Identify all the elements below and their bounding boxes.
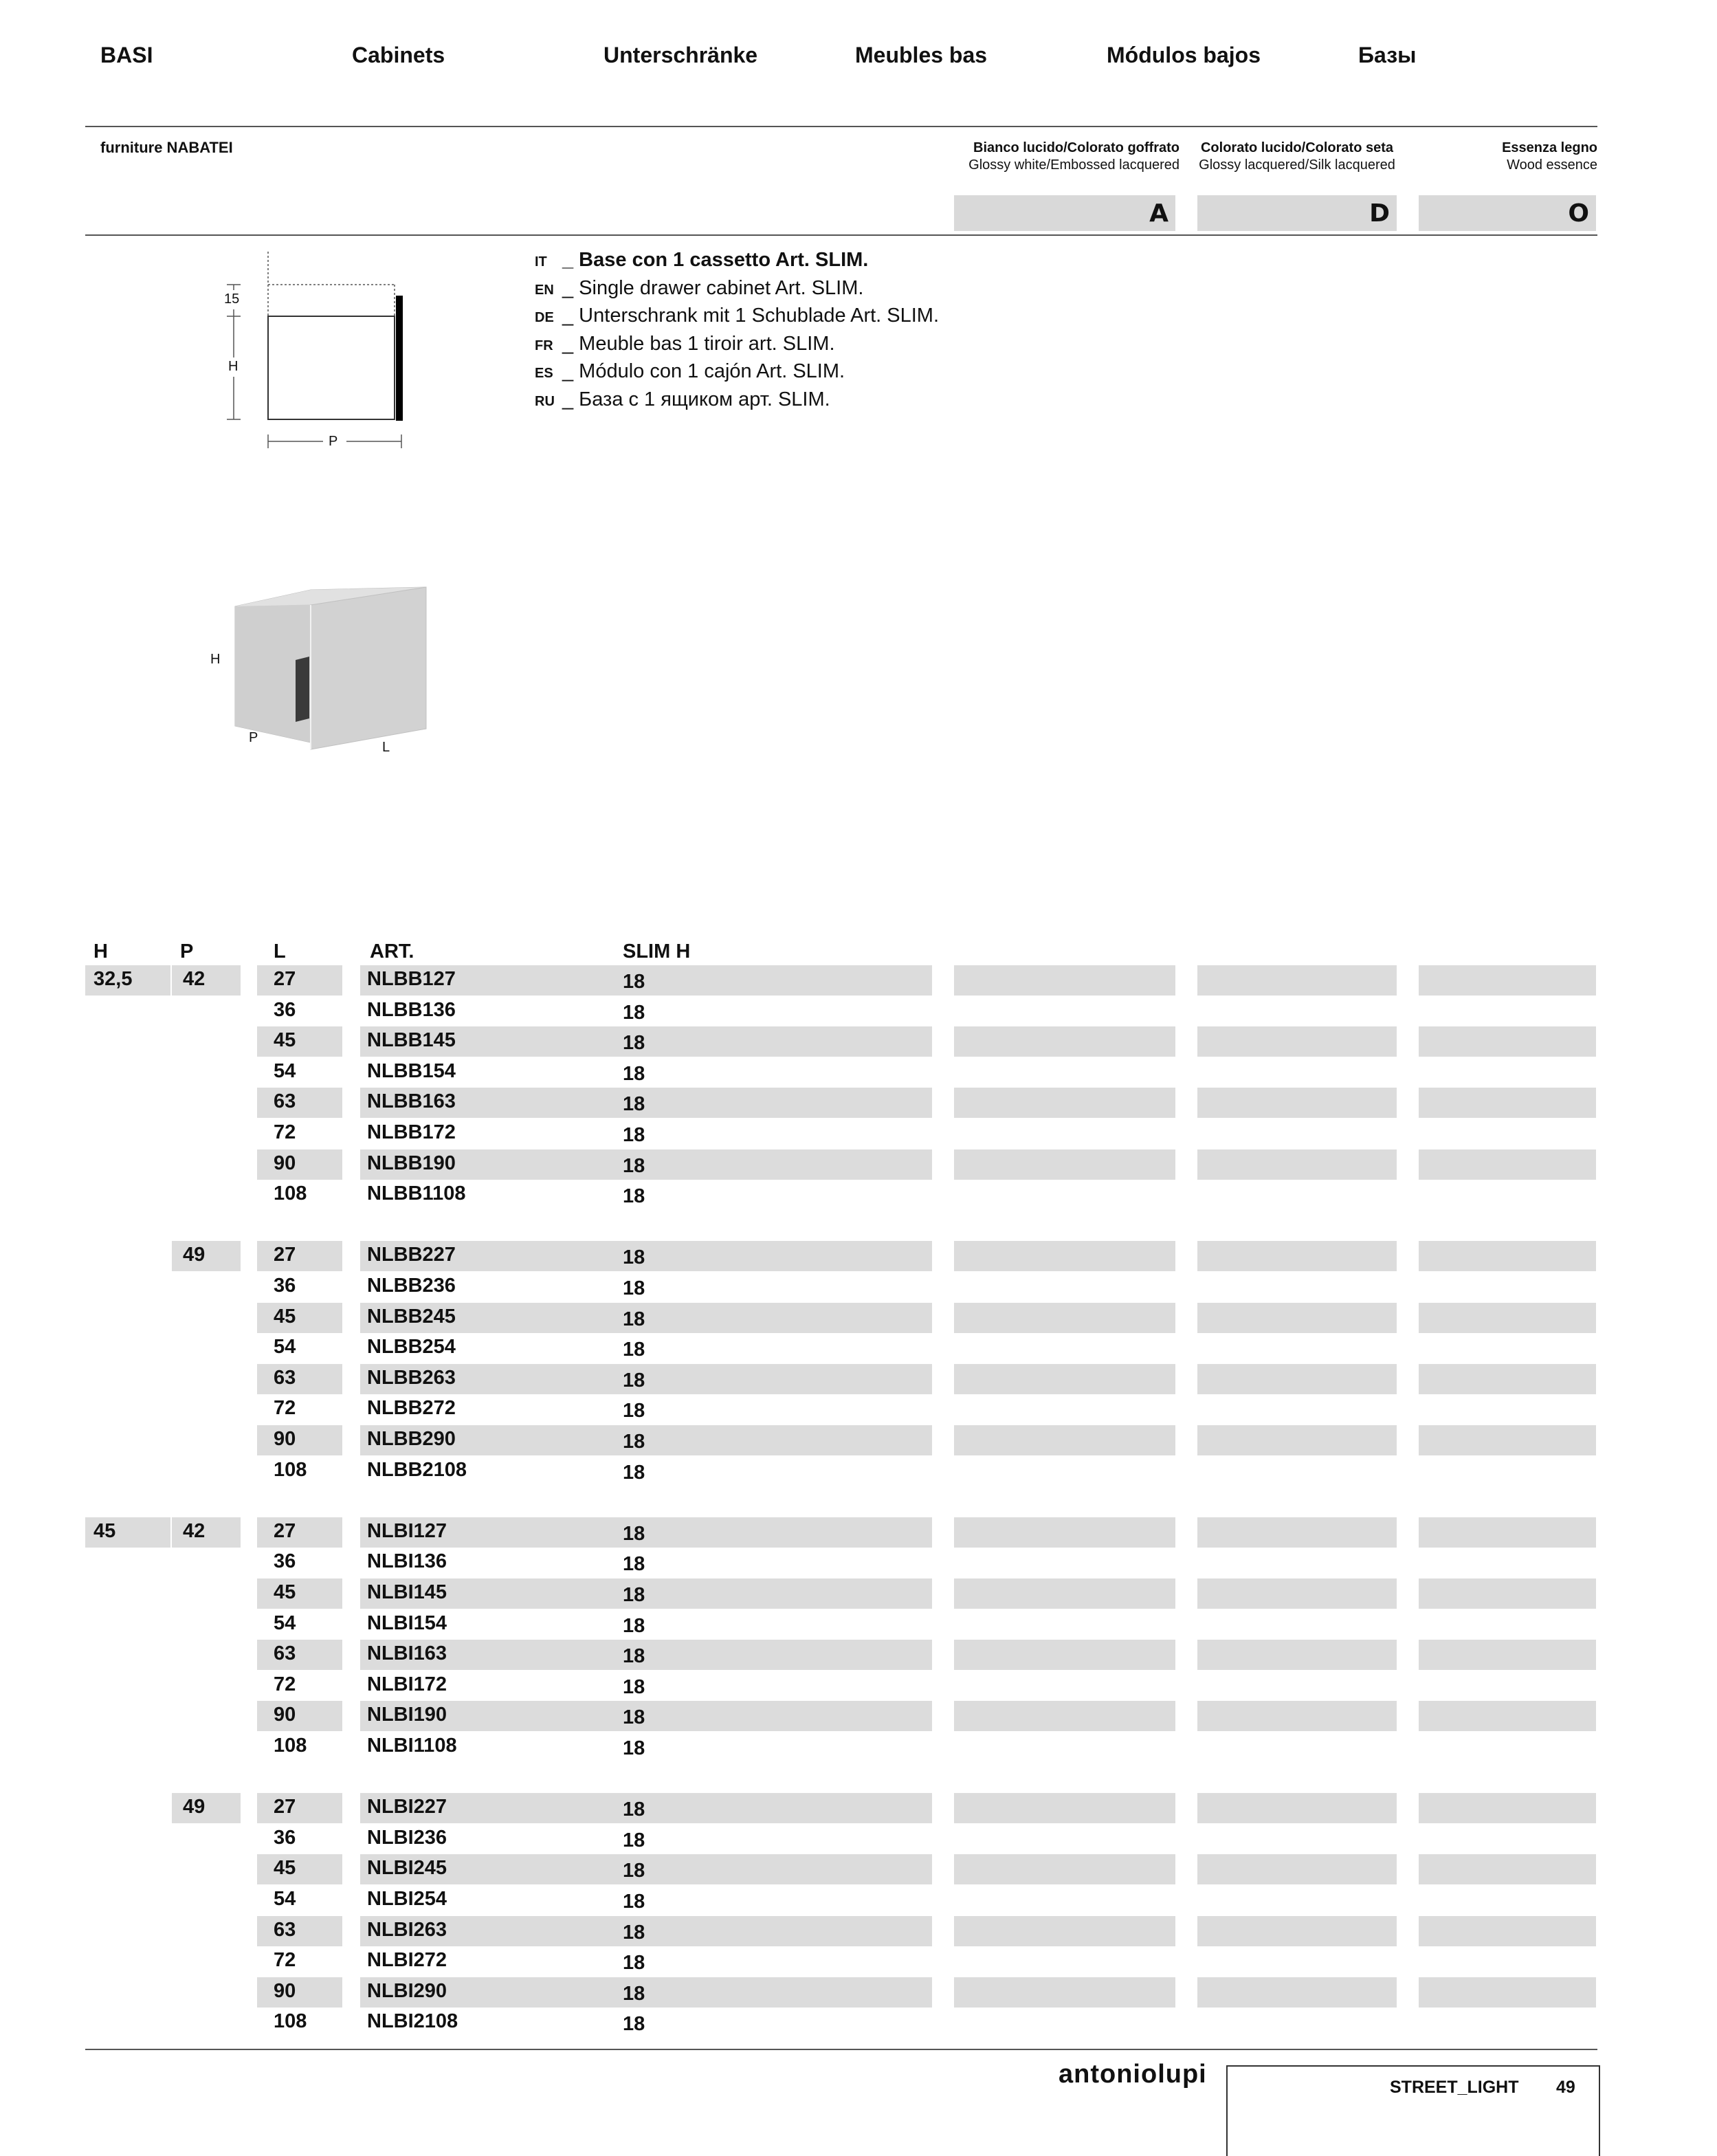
table-row	[0, 996, 1717, 1026]
finish-code-a: A	[1149, 199, 1168, 228]
cell-l: 27	[274, 1244, 296, 1266]
cell-art: NLBI290	[367, 1979, 447, 2002]
isometric-drawing	[220, 578, 440, 756]
nav-label-it: BASI	[100, 43, 153, 67]
cell-art: NLBB190	[367, 1152, 456, 1174]
row-shade-cell	[257, 1088, 342, 1118]
row-shade-cell	[172, 965, 241, 996]
row-shade-cell	[257, 1916, 342, 1946]
lang-code-en: EN	[535, 283, 554, 298]
cell-art: NLBB1108	[367, 1182, 466, 1205]
cell-art: NLBI190	[367, 1704, 447, 1726]
iso-label-p: P	[249, 730, 258, 745]
nav-label-de: Unterschränke	[603, 43, 758, 67]
row-shade-cell	[1419, 1701, 1596, 1731]
cell-h: 32,5	[93, 968, 133, 990]
row-shade-cell	[1419, 1916, 1596, 1946]
cell-slim: 18	[623, 971, 645, 993]
finish-code-o-box	[1419, 195, 1596, 231]
cell-p: 49	[183, 1244, 206, 1266]
row-shade-cell	[1419, 1026, 1596, 1057]
nav-label-ru: Базы	[1358, 43, 1417, 67]
lang-code-ru: RU	[535, 394, 555, 409]
cell-slim: 18	[623, 1737, 645, 1759]
lang-code-de: DE	[535, 310, 554, 325]
cell-slim: 18	[623, 1952, 645, 1974]
cell-slim: 18	[623, 1798, 645, 1821]
cell-l: 63	[274, 1366, 296, 1389]
cell-p: 49	[183, 1796, 206, 1818]
cell-slim: 18	[623, 1308, 645, 1330]
cell-slim: 18	[623, 1001, 645, 1024]
finish-a-subtitle: Glossy white/Embossed lacquered	[968, 157, 1179, 173]
cell-slim: 18	[623, 1829, 645, 1851]
language-header	[0, 43, 1717, 84]
side-view-drawing	[206, 248, 426, 461]
cell-art: NLBB2108	[367, 1458, 467, 1481]
lang-code-es: ES	[535, 366, 553, 381]
row-shade-cell	[257, 1854, 342, 1884]
subheader-divider	[85, 234, 1597, 236]
row-shade-cell	[954, 1088, 1175, 1118]
row-shade-cell	[1197, 1303, 1397, 1333]
table-row	[0, 1824, 1717, 1854]
cell-art: NLBI172	[367, 1673, 447, 1695]
cell-slim: 18	[623, 1185, 645, 1208]
row-shade-cell	[1197, 1026, 1397, 1057]
table-row	[0, 1578, 1717, 1609]
row-shade-cell	[1197, 1241, 1397, 1271]
cell-p: 42	[183, 968, 206, 990]
row-shade-cell	[954, 1241, 1175, 1271]
cell-art: NLBI227	[367, 1796, 447, 1818]
cell-l: 36	[274, 998, 296, 1021]
row-shade-cell	[1197, 1578, 1397, 1609]
description-ru	[535, 388, 830, 411]
row-shade-cell	[1419, 1364, 1596, 1394]
description-es	[535, 360, 845, 383]
finish-code-o: O	[1568, 199, 1589, 228]
cell-l: 108	[274, 1458, 307, 1481]
cell-slim: 18	[623, 1553, 645, 1576]
cell-art: NLBB154	[367, 1059, 456, 1082]
cell-slim: 18	[623, 1431, 645, 1453]
cell-art: NLBI2108	[367, 2010, 458, 2033]
cell-art: NLBI1108	[367, 1735, 457, 1757]
row-shade-cell	[954, 1977, 1175, 2008]
cell-l: 63	[274, 1918, 296, 1941]
cell-l: 90	[274, 1704, 296, 1726]
finish-code-a-box	[954, 195, 1175, 231]
cell-l: 63	[274, 1642, 296, 1665]
cell-slim: 18	[623, 1400, 645, 1422]
cell-l: 54	[274, 1336, 296, 1358]
table-row	[0, 1180, 1717, 1210]
row-shade-cell	[1419, 1425, 1596, 1455]
footer-divider	[85, 2049, 1597, 2050]
cell-slim: 18	[623, 1124, 645, 1146]
iso-label-h: H	[210, 652, 221, 667]
cell-art: NLBB272	[367, 1397, 456, 1420]
description-text-fr: _ Meuble bas 1 tiroir art. SLIM.	[562, 333, 835, 355]
cell-slim: 18	[623, 1461, 645, 1484]
cell-slim: 18	[623, 1645, 645, 1668]
table-row	[0, 1088, 1717, 1118]
cell-art: NLBB227	[367, 1244, 456, 1266]
row-shade-cell	[257, 1150, 342, 1180]
finish-o-title: Essenza legno	[1502, 140, 1597, 155]
cell-l: 54	[274, 1059, 296, 1082]
cell-slim: 18	[623, 1369, 645, 1392]
cell-art: NLBB145	[367, 1029, 456, 1052]
cell-art: NLBB136	[367, 998, 456, 1021]
row-shade-cell	[172, 1241, 241, 1271]
row-shade-cell	[1197, 1088, 1397, 1118]
table-row	[0, 965, 1717, 996]
cell-l: 72	[274, 1949, 296, 1972]
row-shade-cell	[954, 1150, 1175, 1180]
cell-l: 45	[274, 1857, 296, 1880]
cell-art: NLBB245	[367, 1305, 456, 1328]
cell-art: NLBB254	[367, 1336, 456, 1358]
cell-l: 45	[274, 1029, 296, 1052]
table-row	[0, 1885, 1717, 1915]
cell-art: NLBB290	[367, 1428, 456, 1450]
row-shade-cell	[954, 1640, 1175, 1670]
finish-d-title: Colorato lucido/Colorato seta	[1200, 140, 1394, 155]
cell-l: 54	[274, 1888, 296, 1910]
section-name: STREET_LIGHT	[1390, 2078, 1519, 2097]
cell-art: NLBB236	[367, 1275, 456, 1297]
finish-code-d-box	[1197, 195, 1397, 231]
row-shade-cell	[1419, 1517, 1596, 1548]
col-header-h: H	[93, 940, 108, 962]
dimension-label-h: H	[228, 359, 239, 374]
row-shade-cell	[1197, 1977, 1397, 2008]
table-row	[0, 1333, 1717, 1363]
cell-art: NLBB263	[367, 1366, 456, 1389]
col-header-l: L	[274, 940, 286, 962]
description-it	[535, 249, 868, 272]
table-row	[0, 1701, 1717, 1731]
cell-art: NLBI236	[367, 1826, 447, 1849]
cell-h: 45	[93, 1519, 116, 1542]
cell-slim: 18	[623, 1860, 645, 1882]
footer-box	[1226, 2065, 1600, 2156]
row-shade-cell	[954, 1026, 1175, 1057]
row-shade-cell	[1419, 1793, 1596, 1823]
row-shade-cell	[954, 1425, 1175, 1455]
table-row	[0, 1150, 1717, 1180]
nav-label-en: Cabinets	[352, 43, 445, 67]
cell-l: 27	[274, 1796, 296, 1818]
cell-art: NLBB163	[367, 1090, 456, 1113]
cell-l: 45	[274, 1581, 296, 1603]
table-row	[0, 1854, 1717, 1884]
description-text-en: _ Single drawer cabinet Art. SLIM.	[562, 277, 864, 299]
row-shade-cell	[954, 1517, 1175, 1548]
row-shade-cell	[257, 1977, 342, 2008]
finish-a-title: Bianco lucido/Colorato goffrato	[973, 140, 1179, 155]
row-shade-cell	[257, 1026, 342, 1057]
table-row	[0, 1977, 1717, 2008]
row-shade-cell	[954, 1303, 1175, 1333]
cell-slim: 18	[623, 1891, 645, 1913]
cell-l: 108	[274, 1735, 307, 1757]
cell-slim: 18	[623, 1277, 645, 1299]
row-shade-cell	[1197, 1701, 1397, 1731]
cell-art: NLBI272	[367, 1949, 447, 1972]
table-row	[0, 1732, 1717, 1762]
brand-logo: antoniolupi	[1059, 2060, 1207, 2089]
cell-art: NLBI245	[367, 1857, 447, 1880]
row-shade-cell	[172, 1517, 241, 1548]
lang-code-fr: FR	[535, 338, 553, 353]
cell-art: NLBI254	[367, 1888, 447, 1910]
col-header-slim: SLIM H	[623, 940, 691, 962]
description-fr	[535, 333, 835, 355]
cell-slim: 18	[623, 1246, 645, 1269]
table-row	[0, 1916, 1717, 1946]
table-row	[0, 1272, 1717, 1302]
description-text-es: _ Módulo con 1 cajón Art. SLIM.	[562, 360, 845, 382]
finish-d-subtitle: Glossy lacquered/Silk lacquered	[1199, 157, 1395, 173]
row-shade-cell	[1419, 1854, 1596, 1884]
row-shade-cell	[954, 965, 1175, 996]
cell-art: NLBI145	[367, 1581, 447, 1603]
row-shade-cell	[257, 1640, 342, 1670]
row-shade-cell	[1197, 1150, 1397, 1180]
cell-art: NLBI127	[367, 1519, 447, 1542]
row-shade-cell	[257, 1517, 342, 1548]
description-text-it: _ Base con 1 cassetto Art. SLIM.	[562, 249, 869, 271]
cell-l: 54	[274, 1612, 296, 1634]
row-shade-cell	[1419, 1150, 1596, 1180]
table-row	[0, 1517, 1717, 1548]
table-row	[0, 1119, 1717, 1149]
description-en	[535, 277, 863, 300]
table-row	[0, 1241, 1717, 1271]
dimension-label-15: 15	[224, 292, 240, 307]
iso-label-l: L	[382, 740, 390, 755]
row-shade-cell	[1197, 1425, 1397, 1455]
cell-l: 90	[274, 1979, 296, 2002]
row-shade-cell	[1197, 1517, 1397, 1548]
row-shade-cell	[1419, 965, 1596, 996]
cell-l: 36	[274, 1826, 296, 1849]
cell-slim: 18	[623, 2013, 645, 2036]
cell-l: 90	[274, 1152, 296, 1174]
table-row	[0, 1057, 1717, 1088]
row-shade-cell	[1419, 1088, 1596, 1118]
cell-art: NLBI136	[367, 1550, 447, 1573]
cell-l: 27	[274, 1519, 296, 1542]
table-row	[0, 1394, 1717, 1424]
cell-slim: 18	[623, 1675, 645, 1698]
cell-slim: 18	[623, 1921, 645, 1944]
table-row	[0, 2008, 1717, 2038]
col-header-art: ART.	[370, 940, 414, 962]
row-shade-cell	[1197, 1364, 1397, 1394]
description-text-de: _ Unterschrank mit 1 Schublade Art. SLIM.	[562, 305, 940, 327]
row-shade-cell	[257, 1578, 342, 1609]
cell-l: 108	[274, 2010, 307, 2033]
header-divider	[85, 126, 1597, 127]
row-shade-cell	[1197, 965, 1397, 996]
row-shade-cell	[1197, 1640, 1397, 1670]
row-shade-cell	[954, 1916, 1175, 1946]
cell-l: 72	[274, 1121, 296, 1143]
nav-label-es: Módulos bajos	[1107, 43, 1261, 67]
row-shade-cell	[954, 1854, 1175, 1884]
cell-l: 36	[274, 1550, 296, 1573]
row-shade-cell	[1419, 1303, 1596, 1333]
table-row	[0, 1425, 1717, 1455]
cell-l: 72	[274, 1673, 296, 1695]
cell-slim: 18	[623, 1032, 645, 1055]
cell-slim: 18	[623, 1339, 645, 1361]
finish-o-header	[1419, 140, 1597, 173]
finish-d-header	[1199, 140, 1395, 173]
row-shade-cell	[954, 1793, 1175, 1823]
row-shade-cell	[1197, 1854, 1397, 1884]
cell-art: NLBI163	[367, 1642, 447, 1665]
cell-art: NLBI154	[367, 1612, 447, 1634]
table-row	[0, 1456, 1717, 1486]
collection-title: furniture NABATEI	[100, 139, 233, 156]
table-row	[0, 1946, 1717, 1977]
cell-art: NLBI263	[367, 1918, 447, 1941]
description-de	[535, 305, 939, 327]
cell-l: 36	[274, 1275, 296, 1297]
row-shade-cell	[257, 1701, 342, 1731]
cell-l: 45	[274, 1305, 296, 1328]
cell-art: NLBB172	[367, 1121, 456, 1143]
cell-p: 42	[183, 1519, 206, 1542]
dimension-label-p: P	[329, 434, 338, 449]
row-shade-cell	[1197, 1793, 1397, 1823]
table-row	[0, 1671, 1717, 1701]
row-shade-cell	[954, 1578, 1175, 1609]
cell-slim: 18	[623, 1154, 645, 1177]
table-row	[0, 1548, 1717, 1578]
row-shade-cell	[1419, 1640, 1596, 1670]
cell-l: 90	[274, 1428, 296, 1450]
row-shade-cell	[1197, 1916, 1397, 1946]
cell-slim: 18	[623, 1982, 645, 2005]
cell-slim: 18	[623, 1614, 645, 1637]
lang-code-it: IT	[535, 254, 547, 270]
cell-l: 27	[274, 968, 296, 990]
description-text-ru: _ База с 1 ящиком арт. SLIM.	[562, 388, 830, 410]
finish-code-d: D	[1369, 199, 1390, 228]
col-header-p: P	[180, 940, 194, 962]
row-shade-cell	[954, 1701, 1175, 1731]
table-row	[0, 1303, 1717, 1333]
finish-a-header	[955, 140, 1179, 173]
table-row	[0, 1640, 1717, 1670]
row-shade-cell	[257, 1793, 342, 1823]
finish-o-subtitle: Wood essence	[1507, 157, 1597, 173]
row-shade-cell	[1419, 1241, 1596, 1271]
row-shade-cell	[954, 1364, 1175, 1394]
row-shade-cell	[257, 1364, 342, 1394]
page-number: 49	[1556, 2078, 1575, 2097]
cell-slim: 18	[623, 1093, 645, 1116]
cell-slim: 18	[623, 1584, 645, 1606]
cell-slim: 18	[623, 1706, 645, 1729]
row-shade-cell	[257, 1241, 342, 1271]
table-row	[0, 1793, 1717, 1823]
cell-l: 72	[274, 1397, 296, 1420]
table-row	[0, 1026, 1717, 1057]
cell-art: NLBB127	[367, 968, 456, 990]
row-shade-cell	[257, 965, 342, 996]
cell-l: 63	[274, 1090, 296, 1113]
table-row	[0, 1609, 1717, 1640]
nav-label-fr: Meubles bas	[855, 43, 988, 67]
row-shade-cell	[257, 1303, 342, 1333]
row-shade-cell	[257, 1425, 342, 1455]
row-shade-cell	[172, 1793, 241, 1823]
row-shade-cell	[1419, 1977, 1596, 2008]
cell-l: 108	[274, 1182, 307, 1205]
row-shade-cell	[1419, 1578, 1596, 1609]
cell-slim: 18	[623, 1062, 645, 1085]
cell-slim: 18	[623, 1522, 645, 1545]
table-row	[0, 1364, 1717, 1394]
